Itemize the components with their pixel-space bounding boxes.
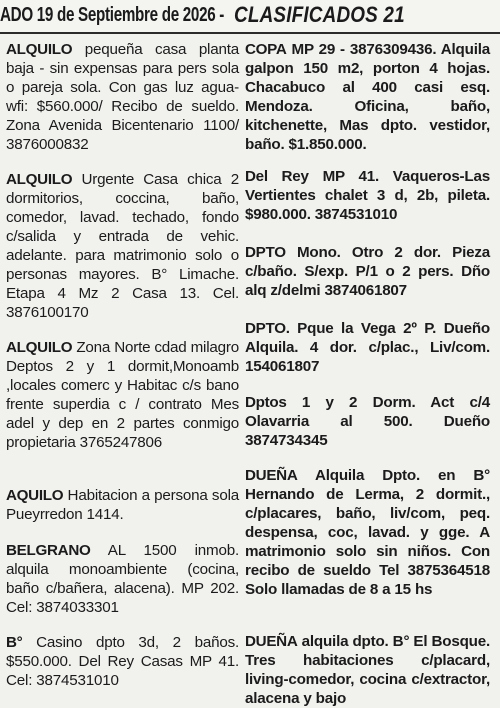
section-title: CLASIFICADOS 21 [234, 2, 405, 27]
classified-ad [6, 40, 239, 154]
ad-lead: DUEÑA [245, 467, 298, 484]
ad-lead: DUEÑA [245, 633, 298, 650]
classified-ad [245, 393, 490, 450]
ad-body: Rey MP 41. Vaqueros-Las Vertientes chalet 3 d, 2b, pileta. $980.000. 3874531010 [245, 168, 490, 223]
ad-body: Zona Norte cdad milagro Deptos 2 y 1 dormit,Monoamb ,locales comerc y Habitac c/s bano frente superdia c / contrato Mes adel y dep en 2 partes conmigo propietaria 3765247806 [6, 339, 239, 451]
ad-lead: Dptos [245, 394, 287, 411]
ad-body: Mono. Otro 2 dor. Pieza c/baño. S/exp. P/1 o 2 pers. Dño alq z/delmi 3874061807 [245, 244, 490, 299]
left-column [6, 40, 239, 693]
ad-lead: DPTO [245, 244, 286, 261]
classified-ad [6, 486, 239, 524]
ad-lead: DPTO. [245, 320, 290, 337]
classified-ad [6, 170, 239, 322]
page-header [0, 0, 500, 34]
ad-body: Urgente Casa chica 2 dormitorios, coccina, baño, comedor, lavad. techado, fondo c/salida y entrada de vehic. adelante. para matrimonio solo o personas mayores. B° Limache. Etapa 4 Mz 2 Casa 13. Cel. 3876100170 [6, 171, 239, 321]
ad-lead: AQUILO [6, 487, 64, 504]
classified-ad [245, 243, 490, 300]
classified-ad [6, 633, 239, 690]
classified-ad [6, 338, 239, 452]
ad-lead: Del [245, 168, 268, 185]
ad-lead: B° [6, 634, 23, 651]
header-date: ADO 19 de Septiembre de 2026 - [0, 4, 225, 26]
classified-ad [245, 632, 490, 708]
ad-body: Habitacion a persona sola Pueyrredon 1414. [6, 487, 239, 523]
ad-body: pequeña casa planta baja - sin expensas para pers sola o pareja sola. Con gas luz agua-wfi: $560.000/ Recibo de sueldo. Zona Avenida Bicentenario 1100/ 3876000832 [6, 41, 239, 153]
ad-lead: BELGRANO [6, 542, 91, 559]
right-column [245, 40, 490, 707]
ad-body: Alquila Dpto. en B° Hernando de Lerma, 2 dormit., c/placares, baño, liv/com, peq. despensa, coc, lavad. y gge. A matrimonio solo sin niños. Con recibo de sueldo Tel 3875364518 Solo llamadas de 8 a 15 hs [245, 467, 490, 598]
ad-body: AL 1500 inmob. alquila monoambiente (cocina, baño c/bañera, alacena). MP 202. Cel: 3874033301 [6, 542, 239, 616]
ad-body: Pque la Vega 2º P. Dueño Alquila. 4 dor. c/plac., Liv/com. 154061807 [245, 320, 490, 375]
ad-body: MP 29 - 3876309436. Alquila galpon 150 m2, porton 4 hojas. Chacabuco al 400 casi esq. Mendoza. Oficina, baño, kitchenette, Mas dpto. vestidor, baño. $1.850.000. [245, 41, 490, 153]
classified-ad [245, 319, 490, 376]
ad-lead: ALQUILO [6, 339, 73, 356]
classified-ad [245, 167, 490, 224]
classified-ad [6, 541, 239, 617]
ad-lead: ALQUILO [6, 41, 73, 58]
ad-body: alquila dpto. B° El Bosque. Tres habitaciones c/placard, living-comedor, cocina c/extractor, alacena y bajo [245, 633, 490, 707]
ad-lead: COPA [245, 41, 287, 58]
classified-ad [245, 40, 490, 154]
ad-lead: ALQUILO [6, 171, 73, 188]
ad-body: Casino dpto 3d, 2 baños. $550.000. Del Rey Casas MP 41. Cel: 3874531010 [6, 634, 239, 689]
ad-body: 1 y 2 Dorm. Act c/4 Olavarria al 500. Dueño 3874734345 [245, 394, 490, 449]
classified-ad [245, 466, 490, 599]
